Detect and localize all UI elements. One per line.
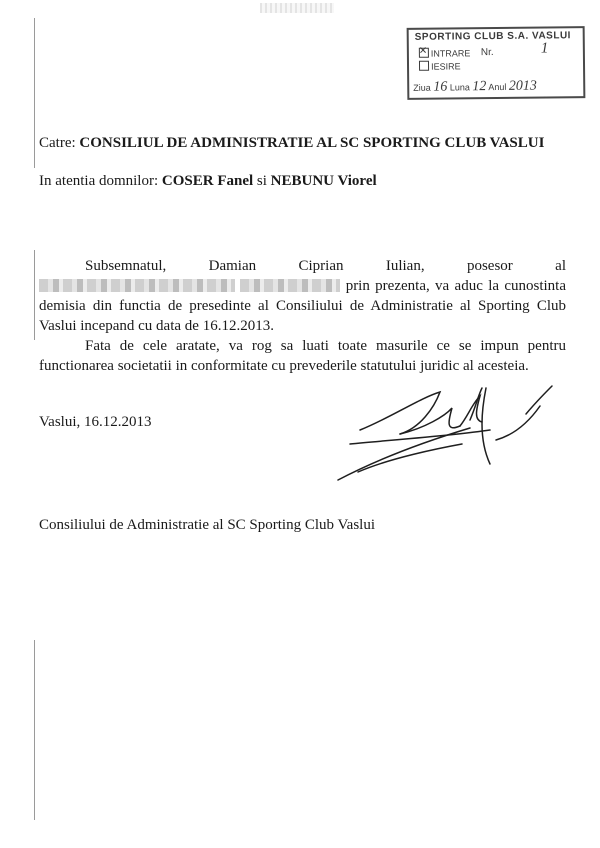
stamp-outgoing-row bbox=[419, 60, 461, 71]
stamp-organization: SPORTING CLUB S.A. VASLUI bbox=[414, 30, 571, 43]
stamp-year-label: Anul bbox=[488, 81, 507, 93]
empty-box-icon bbox=[419, 61, 429, 71]
place-date: Vaslui, 16.12.2013 bbox=[39, 414, 152, 430]
addressee-value: CONSILIUL DE ADMINISTRATIE AL SC SPORTING CLUB VASLUI bbox=[79, 135, 545, 151]
paragraph-1-rest: prin prezenta, va aduc la cunostinta demisia din functia de presedinte al Consiliului de Administratie al Sporting Club Vaslui incepand cu data de 16.12.2013. bbox=[39, 278, 567, 334]
attention-name-2: NEBUNU Viorel bbox=[270, 173, 377, 189]
attention-label: In atentia domnilor: bbox=[39, 173, 159, 189]
redacted-block bbox=[39, 279, 235, 292]
stamp-month-label: Luna bbox=[449, 82, 470, 93]
registration-stamp bbox=[407, 26, 586, 100]
paragraph-2-text: Fata de cele aratate, va rog sa luati toate masurile ce se impun pentru functionarea societatii in conformitate cu prevederile statutului juridic al acesteia. bbox=[39, 338, 566, 374]
stamp-incoming-label: INTRARE bbox=[430, 48, 471, 59]
scan-edge-mark bbox=[34, 250, 35, 340]
header-smudge bbox=[260, 3, 334, 13]
stamp-nr-label: Nr. bbox=[480, 47, 494, 59]
attention-line bbox=[39, 173, 377, 190]
paragraph-1-start: Subsemnatul, Damian Ciprian Iulian, posesor al bbox=[85, 258, 566, 274]
attention-name-1: COSER Fanel bbox=[161, 173, 254, 189]
stamp-outgoing-label: IESIRE bbox=[430, 61, 461, 72]
stamp-date-row bbox=[413, 79, 537, 96]
stamp-incoming-row bbox=[419, 47, 471, 59]
stamp-month-value: 12 bbox=[472, 79, 487, 95]
stamp-day-value: 16 bbox=[433, 79, 448, 95]
checked-box-icon bbox=[419, 48, 429, 58]
scan-edge-mark bbox=[34, 640, 35, 820]
redacted-block bbox=[240, 279, 340, 292]
attention-conjunction: si bbox=[256, 173, 267, 189]
addressee-line bbox=[39, 135, 544, 152]
stamp-year-value: 2013 bbox=[508, 78, 537, 94]
footer-recipient: Consiliului de Administratie al SC Sporting Club Vaslui bbox=[39, 517, 375, 533]
handwritten-signature bbox=[330, 378, 560, 488]
stamp-day-label: Ziua bbox=[413, 82, 431, 93]
scan-edge-mark bbox=[34, 18, 35, 168]
stamp-nr-value: 1 bbox=[540, 40, 549, 57]
body-paragraph-2 bbox=[39, 336, 566, 376]
addressee-label: Catre: bbox=[39, 135, 76, 151]
body-paragraph-1 bbox=[39, 256, 566, 336]
